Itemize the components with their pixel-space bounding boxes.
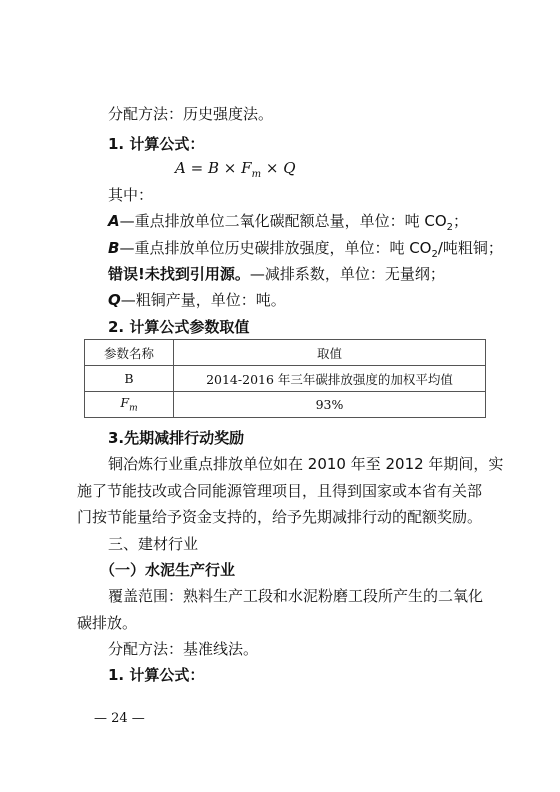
error-ref-text: 错误!未找到引用源。 bbox=[108, 265, 250, 283]
table-row bbox=[85, 392, 486, 418]
formula-times-2: × bbox=[265, 159, 279, 177]
def-a: A—重点排放单位二氧化碳配额总量，单位：吨 $CO_2$； bbox=[108, 212, 469, 233]
para-early-1: 铜冶炼行业重点排放单位如在 2010 年至 2012 年期间，实 bbox=[108, 455, 504, 473]
def-q-symbol: Q bbox=[108, 291, 121, 309]
table-cell: B bbox=[85, 366, 174, 392]
table-header-row bbox=[85, 340, 486, 366]
text-where: 其中： bbox=[108, 186, 154, 204]
page-number: — 24 — bbox=[94, 711, 145, 726]
table-cell: $F_m$ bbox=[85, 392, 174, 418]
heading-formula: 1. 计算公式： bbox=[108, 135, 205, 153]
def-a-text: —重点排放单位二氧化碳配额总量，单位：吨 CO bbox=[119, 212, 447, 230]
formula-lhs: A bbox=[175, 159, 186, 177]
formula-q: Q bbox=[283, 159, 296, 177]
coverage-1: 覆盖范围：熟料生产工段和水泥粉磨工段所产生的二氧化 bbox=[108, 587, 484, 605]
params-table bbox=[84, 339, 486, 418]
def-q-text: —粗铜产量，单位：吨。 bbox=[120, 291, 286, 309]
section-building-materials: 三、建材行业 bbox=[108, 535, 199, 553]
def-b: B—重点排放单位历史碳排放强度，单位：吨 $CO_2/$吨粗铜； bbox=[108, 239, 503, 260]
table-cell: 2014-2016 年三年碳排放强度的加权平均值 bbox=[174, 366, 486, 392]
text-alloc-method-2: 分配方法：基准线法。 bbox=[108, 640, 259, 658]
coverage-2: 碳排放。 bbox=[77, 614, 138, 632]
def-a-symbol: A bbox=[108, 212, 120, 230]
def-b-text: —重点排放单位历史碳排放强度，单位：吨 CO bbox=[119, 239, 432, 257]
para-early-2: 施了节能技改或合同能源管理项目，且得到国家或本省有关部 bbox=[77, 482, 483, 500]
para-early-3: 门按节能量给予资金支持的，给予先期减排行动的配额奖励。 bbox=[77, 508, 483, 526]
def-b-symbol: B bbox=[108, 239, 120, 257]
formula-times-1: × bbox=[223, 159, 237, 177]
error-ref-rest: —减排系数，单位：无量纲； bbox=[249, 265, 445, 283]
heading-formula-2: 1. 计算公式： bbox=[108, 666, 205, 684]
table-header: 参数名称 bbox=[85, 340, 174, 366]
def-q bbox=[108, 290, 286, 310]
formula-b: B bbox=[207, 159, 220, 177]
text-alloc-method: 分配方法：历史强度法。 bbox=[108, 105, 274, 123]
table-row bbox=[85, 366, 486, 392]
section-cement: （一）水泥生产行业 bbox=[100, 561, 236, 579]
table-header: 取值 bbox=[174, 340, 486, 366]
formula bbox=[175, 159, 296, 180]
heading-params: 2. 计算公式参数取值 bbox=[108, 318, 250, 336]
formula-eq: = bbox=[190, 159, 204, 177]
heading-early-action: 3.先期减排行动奖励 bbox=[108, 429, 245, 447]
def-error-ref bbox=[108, 264, 445, 284]
formula-f: $F_m$ bbox=[241, 159, 262, 180]
table-cell: 93% bbox=[174, 392, 486, 418]
